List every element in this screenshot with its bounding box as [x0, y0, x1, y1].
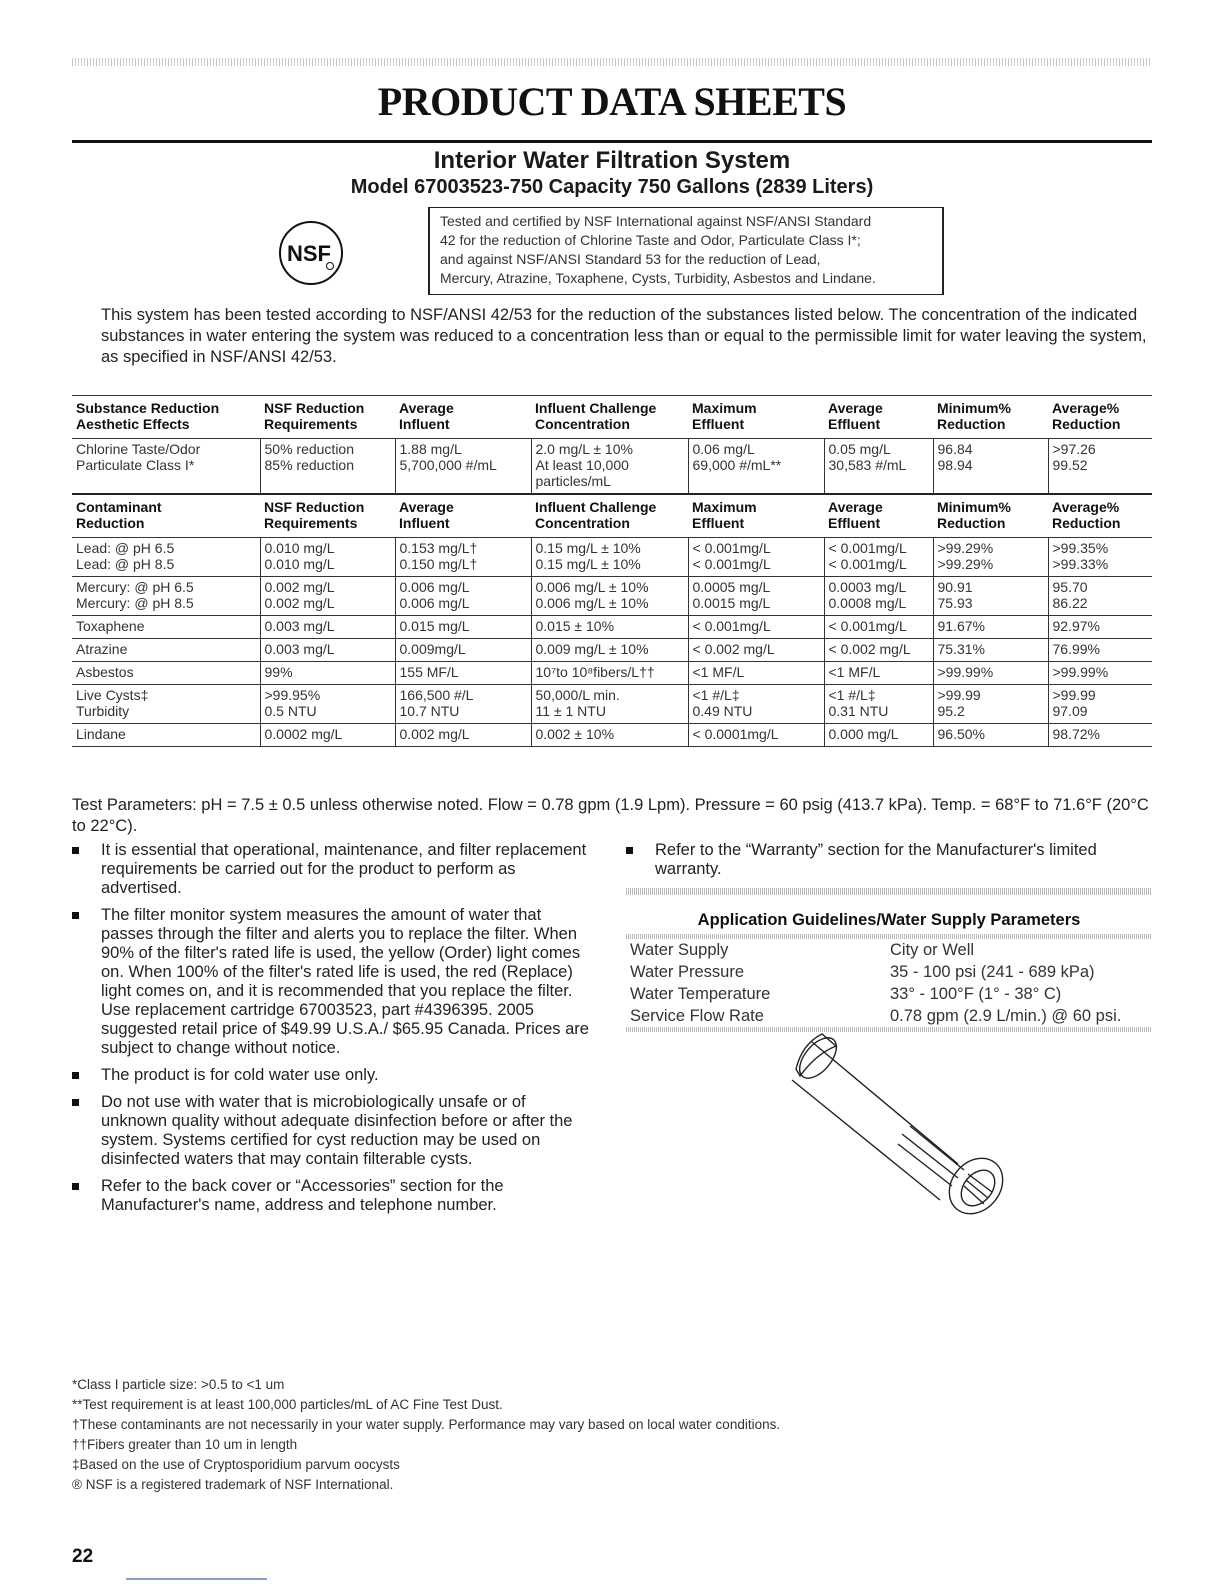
- table-cell: 155 MF/L: [395, 662, 531, 685]
- table-row: [72, 639, 1152, 662]
- table-cell: < 0.001mg/L: [688, 616, 824, 639]
- table-cell: 0.009mg/L: [395, 639, 531, 662]
- table-cell: 50% reduction 85% reduction: [260, 439, 395, 495]
- bullet-square-icon: [626, 847, 633, 854]
- table-cell: 2.0 mg/L ± 10% At least 10,000 particles/mL: [531, 439, 688, 495]
- table-cell: 0.009 mg/L ± 10%: [531, 639, 688, 662]
- filter-cartridge-illustration: [782, 1024, 1012, 1220]
- table-cell: Atrazine: [72, 639, 260, 662]
- note-bullet: It is essential that operational, maintenance, and filter replacement requirements be carried out for the product to perform as advertised.: [72, 841, 592, 898]
- table-cell: Average Effluent: [824, 396, 933, 439]
- table-row: [72, 616, 1152, 639]
- table-cell: >99.99 97.09: [1048, 685, 1152, 724]
- guideline-row: [626, 939, 1152, 961]
- table-cell: >99.99%: [1048, 662, 1152, 685]
- table-cell: 0.15 mg/L ± 10% 0.15 mg/L ± 10%: [531, 538, 688, 577]
- guideline-value: 33° - 100°F (1° - 38° C): [890, 985, 1062, 1003]
- table-cell: Lindane: [72, 724, 260, 747]
- guidelines-top-band: [626, 888, 1152, 895]
- table-cell: 0.003 mg/L: [260, 616, 395, 639]
- table-cell: Influent Challenge Concentration: [531, 396, 688, 439]
- note-bullet: Refer to the “Warranty” section for the Manufacturer's limited warranty.: [626, 841, 1152, 879]
- bullet-square-icon: [72, 912, 79, 919]
- table-cell: 75.31%: [933, 639, 1048, 662]
- table-cell: 0.06 mg/L 69,000 #/mL**: [688, 439, 824, 495]
- table-cell: < 0.001mg/L: [824, 616, 933, 639]
- table-cell: 1.88 mg/L 5,700,000 #/mL: [395, 439, 531, 495]
- table-cell: >97.26 99.52: [1048, 439, 1152, 495]
- table-cell: 95.70 86.22: [1048, 577, 1152, 616]
- table-cell: Average Influent: [395, 396, 531, 439]
- table-cell: >99.95% 0.5 NTU: [260, 685, 395, 724]
- nsf-logo-icon: [278, 220, 344, 286]
- table-cell: <1 MF/L: [688, 662, 824, 685]
- table-cell: 0.002 mg/L 0.002 mg/L: [260, 577, 395, 616]
- footnote: **Test requirement is at least 100,000 particles/mL of AC Fine Test Dust.: [72, 1397, 503, 1412]
- table-cell: 91.67%: [933, 616, 1048, 639]
- bullet-square-icon: [72, 1183, 79, 1190]
- table-cell: 96.50%: [933, 724, 1048, 747]
- table-cell: Lead: @ pH 6.5 Lead: @ pH 8.5: [72, 538, 260, 577]
- table-row: [72, 538, 1152, 577]
- table-cell: Toxaphene: [72, 616, 260, 639]
- table-cell: Maximum Effluent: [688, 396, 824, 439]
- table-cell: Maximum Effluent: [688, 494, 824, 538]
- table-cell: NSF Reduction Requirements: [260, 396, 395, 439]
- table-cell: >99.99%: [933, 662, 1048, 685]
- table-cell: 0.153 mg/L† 0.150 mg/L†: [395, 538, 531, 577]
- guideline-label: Water Pressure: [630, 963, 745, 981]
- footnotes: [72, 1375, 1072, 1495]
- table-cell: Average Effluent: [824, 494, 933, 538]
- table-cell: Mercury: @ pH 6.5 Mercury: @ pH 8.5: [72, 577, 260, 616]
- table-cell: Minimum% Reduction: [933, 396, 1048, 439]
- note-bullet: The product is for cold water use only.: [72, 1066, 592, 1085]
- table-cell: 0.0003 mg/L 0.0008 mg/L: [824, 577, 933, 616]
- table-cell: NSF Reduction Requirements: [260, 494, 395, 538]
- table-cell: 0.003 mg/L: [260, 639, 395, 662]
- nsf-logo-text: NSF: [287, 241, 331, 266]
- table-cell: >99.29% >99.29%: [933, 538, 1048, 577]
- test-parameters: Test Parameters: pH = 7.5 ± 0.5 unless otherwise noted. Flow = 0.78 gpm (1.9 Lpm). Pressure = 60 psig (413.7 kPa). Temp. = 68°F to 71.6°F (20°C to 22°C).: [72, 796, 1149, 835]
- bullet-square-icon: [72, 1072, 79, 1079]
- guidelines-rows: [626, 939, 1152, 1027]
- cert-line: Mercury, Atrazine, Toxaphene, Cysts, Turbidity, Asbestos and Lindane.: [440, 270, 876, 286]
- table-cell: Minimum% Reduction: [933, 494, 1048, 538]
- top-decorative-band: [72, 58, 1152, 66]
- cert-line: and against NSF/ANSI Standard 53 for the reduction of Lead,: [440, 251, 821, 267]
- footnote: †These contaminants are not necessarily in your water supply. Performance may vary based on local water conditions.: [72, 1417, 781, 1432]
- note-bullet: The filter monitor system measures the amount of water that passes through the filter and alerts you to replace the filter. When 90% of the filter's rated life is used, the yellow (Order) light comes on. When 100% of the filter's rated life is used, the red (Replace) light comes on, and it is recommended that you replace the filter. Use replacement cartridge 67003523, part #4396395. 2005 suggested retail price of $49.99 U.S.A./ $65.95 Canada. Prices are subject to change without notice.: [72, 906, 592, 1058]
- table-cell: Average Influent: [395, 494, 531, 538]
- bullet-square-icon: [72, 1099, 79, 1106]
- footnote: ††Fibers greater than 10 um in length: [72, 1437, 298, 1452]
- table-cell: 166,500 #/L 10.7 NTU: [395, 685, 531, 724]
- table-cell: 76.99%: [1048, 639, 1152, 662]
- table-row: [72, 662, 1152, 685]
- table-cell: 0.002 mg/L: [395, 724, 531, 747]
- guideline-label: Water Supply: [630, 941, 729, 959]
- table-cell: < 0.0001mg/L: [688, 724, 824, 747]
- section-subtitle: Interior Water Filtration System: [433, 147, 791, 174]
- table-cell: < 0.001mg/L < 0.001mg/L: [824, 538, 933, 577]
- model-capacity: Model 67003523-750 Capacity 750 Gallons (2839 Liters): [350, 176, 874, 198]
- table-cell: Substance Reduction Aesthetic Effects: [72, 396, 260, 439]
- notes-list-left: [72, 841, 592, 1223]
- performance-data-table: [72, 395, 1152, 747]
- footnote: ® NSF is a registered trademark of NSF International.: [72, 1477, 394, 1492]
- guideline-value: City or Well: [890, 941, 975, 959]
- table-cell: 0.002 ± 10%: [531, 724, 688, 747]
- page-number: 22: [72, 1546, 94, 1567]
- table-cell: 0.0002 mg/L: [260, 724, 395, 747]
- cert-line: Tested and certified by NSF International against NSF/ANSI Standard: [440, 213, 872, 229]
- table-cell: Average% Reduction: [1048, 396, 1152, 439]
- table-cell: 96.84 98.94: [933, 439, 1048, 495]
- guideline-value: 0.78 gpm (2.9 L/min.) @ 60 psi.: [890, 1007, 1122, 1025]
- table-cell: 0.05 mg/L 30,583 #/mL: [824, 439, 933, 495]
- guideline-row: [626, 961, 1152, 983]
- table-cell: 0.006 mg/L 0.006 mg/L: [395, 577, 531, 616]
- table-row: [72, 685, 1152, 724]
- guideline-label: Water Temperature: [630, 985, 771, 1003]
- footnote: *Class I particle size: >0.5 to <1 um: [72, 1377, 285, 1392]
- notes-list-right: [626, 841, 1152, 887]
- table-row: [72, 724, 1152, 747]
- table-cell: < 0.002 mg/L: [688, 639, 824, 662]
- cert-line: 42 for the reduction of Chlorine Taste and Odor, Particulate Class I*;: [440, 232, 861, 248]
- table-header-row: [72, 396, 1152, 439]
- table-cell: Influent Challenge Concentration: [531, 494, 688, 538]
- certification-box: [428, 207, 944, 295]
- table-cell: 0.015 ± 10%: [531, 616, 688, 639]
- bullet-square-icon: [72, 847, 79, 854]
- table-cell: 10⁷to 10⁸fibers/L††: [531, 662, 688, 685]
- table-cell: <1 MF/L: [824, 662, 933, 685]
- guidelines-title: Application Guidelines/Water Supply Parameters: [697, 911, 1081, 929]
- guideline-label: Service Flow Rate: [630, 1007, 764, 1025]
- page-title: PRODUCT DATA SHEETS: [377, 79, 847, 124]
- table-cell: 0.015 mg/L: [395, 616, 531, 639]
- table-cell: <1 #/L‡ 0.49 NTU: [688, 685, 824, 724]
- table-cell: 0.000 mg/L: [824, 724, 933, 747]
- application-guidelines: [626, 888, 1152, 1032]
- table-cell: 0.0005 mg/L 0.0015 mg/L: [688, 577, 824, 616]
- table-cell: Asbestos: [72, 662, 260, 685]
- guideline-row: [626, 983, 1152, 1005]
- note-bullet: Refer to the back cover or “Accessories” section for the Manufacturer's name, address and telephone number.: [72, 1177, 592, 1215]
- table-cell: >99.35% >99.33%: [1048, 538, 1152, 577]
- table-row: [72, 577, 1152, 616]
- table-row: [72, 439, 1152, 495]
- table-header-row: [72, 494, 1152, 538]
- bottom-line: [126, 1578, 267, 1580]
- table-cell: Chlorine Taste/Odor Particulate Class I*: [72, 439, 260, 495]
- table-cell: 99%: [260, 662, 395, 685]
- guideline-value: 35 - 100 psi (241 - 689 kPa): [890, 963, 1095, 981]
- note-bullet: Do not use with water that is microbiologically unsafe or of unknown quality without adequate disinfection before or after the system. Systems certified for cyst reduction may be used on disinfected waters that may contain filterable cysts.: [72, 1093, 592, 1169]
- table-cell: 0.006 mg/L ± 10% 0.006 mg/L ± 10%: [531, 577, 688, 616]
- table-cell: >99.99 95.2: [933, 685, 1048, 724]
- table-cell: 90.91 75.93: [933, 577, 1048, 616]
- footnote: ‡Based on the use of Cryptosporidium parvum oocysts: [72, 1457, 400, 1472]
- table-cell: Average% Reduction: [1048, 494, 1152, 538]
- table-cell: Live Cysts‡ Turbidity: [72, 685, 260, 724]
- table-cell: 50,000/L min. 11 ± 1 NTU: [531, 685, 688, 724]
- table-cell: 98.72%: [1048, 724, 1152, 747]
- table-cell: < 0.002 mg/L: [824, 639, 933, 662]
- table-cell: 0.010 mg/L 0.010 mg/L: [260, 538, 395, 577]
- table-cell: <1 #/L‡ 0.31 NTU: [824, 685, 933, 724]
- table-cell: Contaminant Reduction: [72, 494, 260, 538]
- intro-paragraph: This system has been tested according to NSF/ANSI 42/53 for the reduction of the substances listed below. The concentration of the indicated substances in water entering the system was reduced to a concentration less than or equal to the permissible limit for water leaving the system, as specified in NSF/ANSI 42/53.: [101, 306, 1147, 366]
- table-cell: 92.97%: [1048, 616, 1152, 639]
- guidelines-title-band: [626, 934, 1152, 939]
- title-rule: [72, 140, 1152, 143]
- table-cell: < 0.001mg/L < 0.001mg/L: [688, 538, 824, 577]
